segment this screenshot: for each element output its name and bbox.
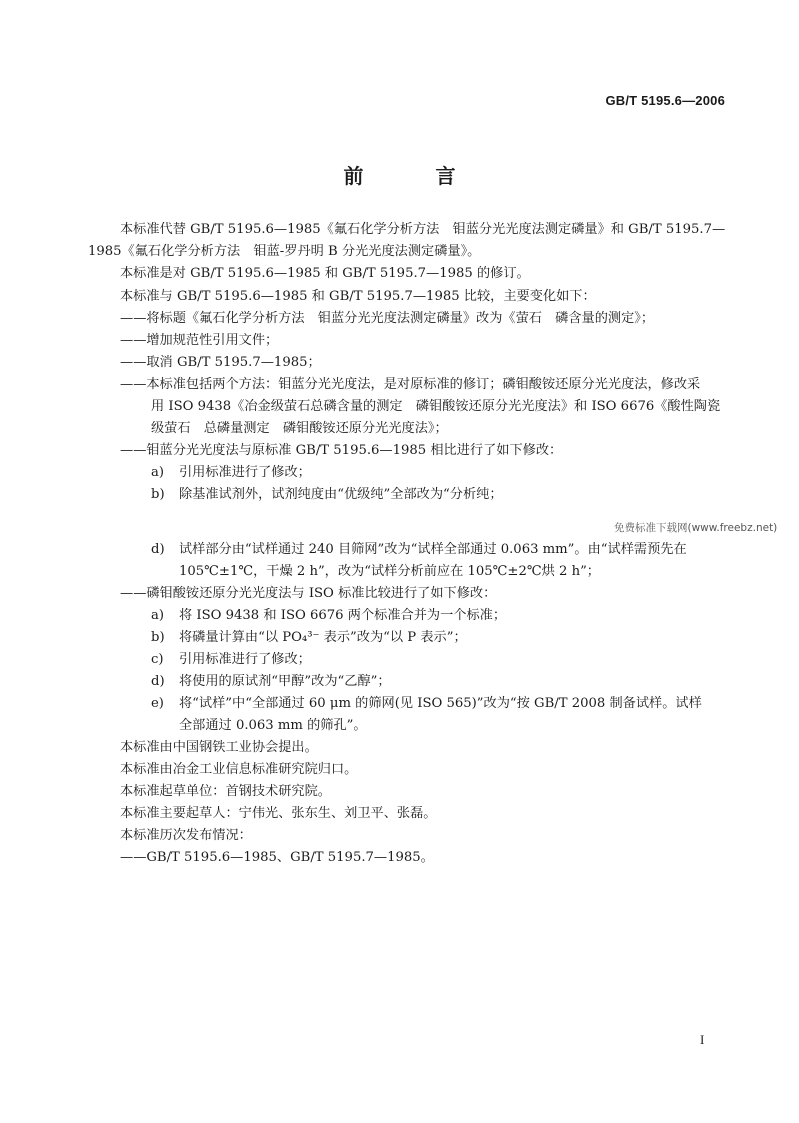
body-line: 本标准起草单位：首钢技术研究院。 [120, 784, 331, 799]
list-item [151, 671, 391, 693]
watermark: 免费标准下载网(www.freebz.net) [614, 522, 778, 534]
body-line: 本标准代替 GB/T 5195.6—1985《氟石化学分析方法 钼蓝分光光度法测定磷量》和 GB/T 5195.7— [120, 222, 726, 237]
list-item [151, 649, 311, 671]
list-item [151, 484, 503, 506]
body-line: 本标准由冶金工业信息标准研究院归口。 [120, 762, 358, 777]
list-item [151, 627, 467, 649]
body-line: 本标准由中国钢铁工业协会提出。 [120, 740, 318, 755]
list-text: 将“试样”中“全部通过 60 μm 的筛网(见 ISO 565)”改为“按 GB/T 2008 制备试样。试样 [179, 696, 702, 711]
list-text: 试样部分由“试样通过 240 目筛网”改为“试样全部通过 0.063 mm”。由“试样需预先在 [179, 542, 687, 557]
dash-item: ——将标题《氟石化学分析方法 钼蓝分光光度法测定磷量》改为《萤石 磷含量的测定》； [120, 311, 655, 326]
list-item [151, 693, 702, 715]
dash-item: ——本标准包括两个方法：钼蓝分光光度法，是对原标准的修订；磷钼酸铵还原分光光度法，修改采 [120, 377, 701, 392]
list-label: c) [151, 652, 164, 667]
list-item [151, 539, 687, 561]
list-label: a) [151, 608, 165, 623]
dash-item-cont: 级萤石 总磷量测定 磷钼酸铵还原分光光度法》； [151, 421, 448, 436]
page-title: 前 言 [343, 164, 482, 188]
list-item-cont: 全部通过 0.063 mm 的筛孔”。 [179, 718, 367, 733]
page-number: I [700, 1032, 705, 1047]
list-text: 将磷量计算由“以 PO₄³⁻ 表示”改为“以 P 表示”； [179, 630, 467, 645]
dash-item: ——磷钼酸铵还原分光光度法与 ISO 标准比较进行了如下修改： [120, 586, 497, 601]
list-item-cont: 105℃±1℃，干燥 2 h”，改为“试样分析前应在 105℃±2℃烘 2 h”； [179, 564, 600, 579]
list-label: a) [151, 465, 165, 480]
list-item [151, 605, 506, 627]
list-text: 引用标准进行了修改； [179, 465, 311, 480]
standard-code: GB/T 5195.6—2006 [605, 93, 725, 108]
dash-item: ——取消 GB/T 5195.7—1985； [120, 355, 321, 370]
body-line: 本标准历次发布情况： [120, 828, 252, 843]
dash-item: ——钼蓝分光光度法与原标准 GB/T 5195.6—1985 相比进行了如下修改： [120, 443, 563, 458]
list-label: d) [151, 674, 165, 689]
body-line: 本标准是对 GB/T 5195.6—1985 和 GB/T 5195.7—1985 的修订。 [120, 266, 530, 281]
dash-item: ——GB/T 5195.6—1985、GB/T 5195.7—1985。 [120, 850, 434, 865]
body-line: 本标准与 GB/T 5195.6—1985 和 GB/T 5195.7—1985 比较，主要变化如下： [120, 289, 596, 304]
list-text: 除基准试剂外，试剂纯度由“优级纯”全部改为“分析纯； [179, 487, 503, 502]
list-item [151, 462, 311, 484]
list-text: 引用标准进行了修改； [179, 652, 311, 667]
list-label: d) [151, 542, 165, 557]
list-text: 将 ISO 9438 和 ISO 6676 两个标准合并为一个标准； [179, 608, 507, 623]
list-label: b) [151, 487, 165, 502]
list-text: 将使用的原试剂“甲醇”改为“乙醇”； [179, 674, 391, 689]
dash-item: ——增加规范性引用文件； [120, 333, 279, 348]
list-label: e) [151, 696, 164, 711]
body-line: 1985《氟石化学分析方法 钼蓝-罗丹明 B 分光光度法测定磷量》。 [88, 244, 481, 259]
list-label: b) [151, 630, 165, 645]
body-line: 本标准主要起草人：宁伟光、张东生、刘卫平、张磊。 [120, 806, 437, 821]
dash-item-cont: 用 ISO 9438《冶金级萤石总磷含量的测定 磷钼酸铵还原分光光度法》和 ISO 6676《酸性陶瓷 [151, 399, 721, 414]
